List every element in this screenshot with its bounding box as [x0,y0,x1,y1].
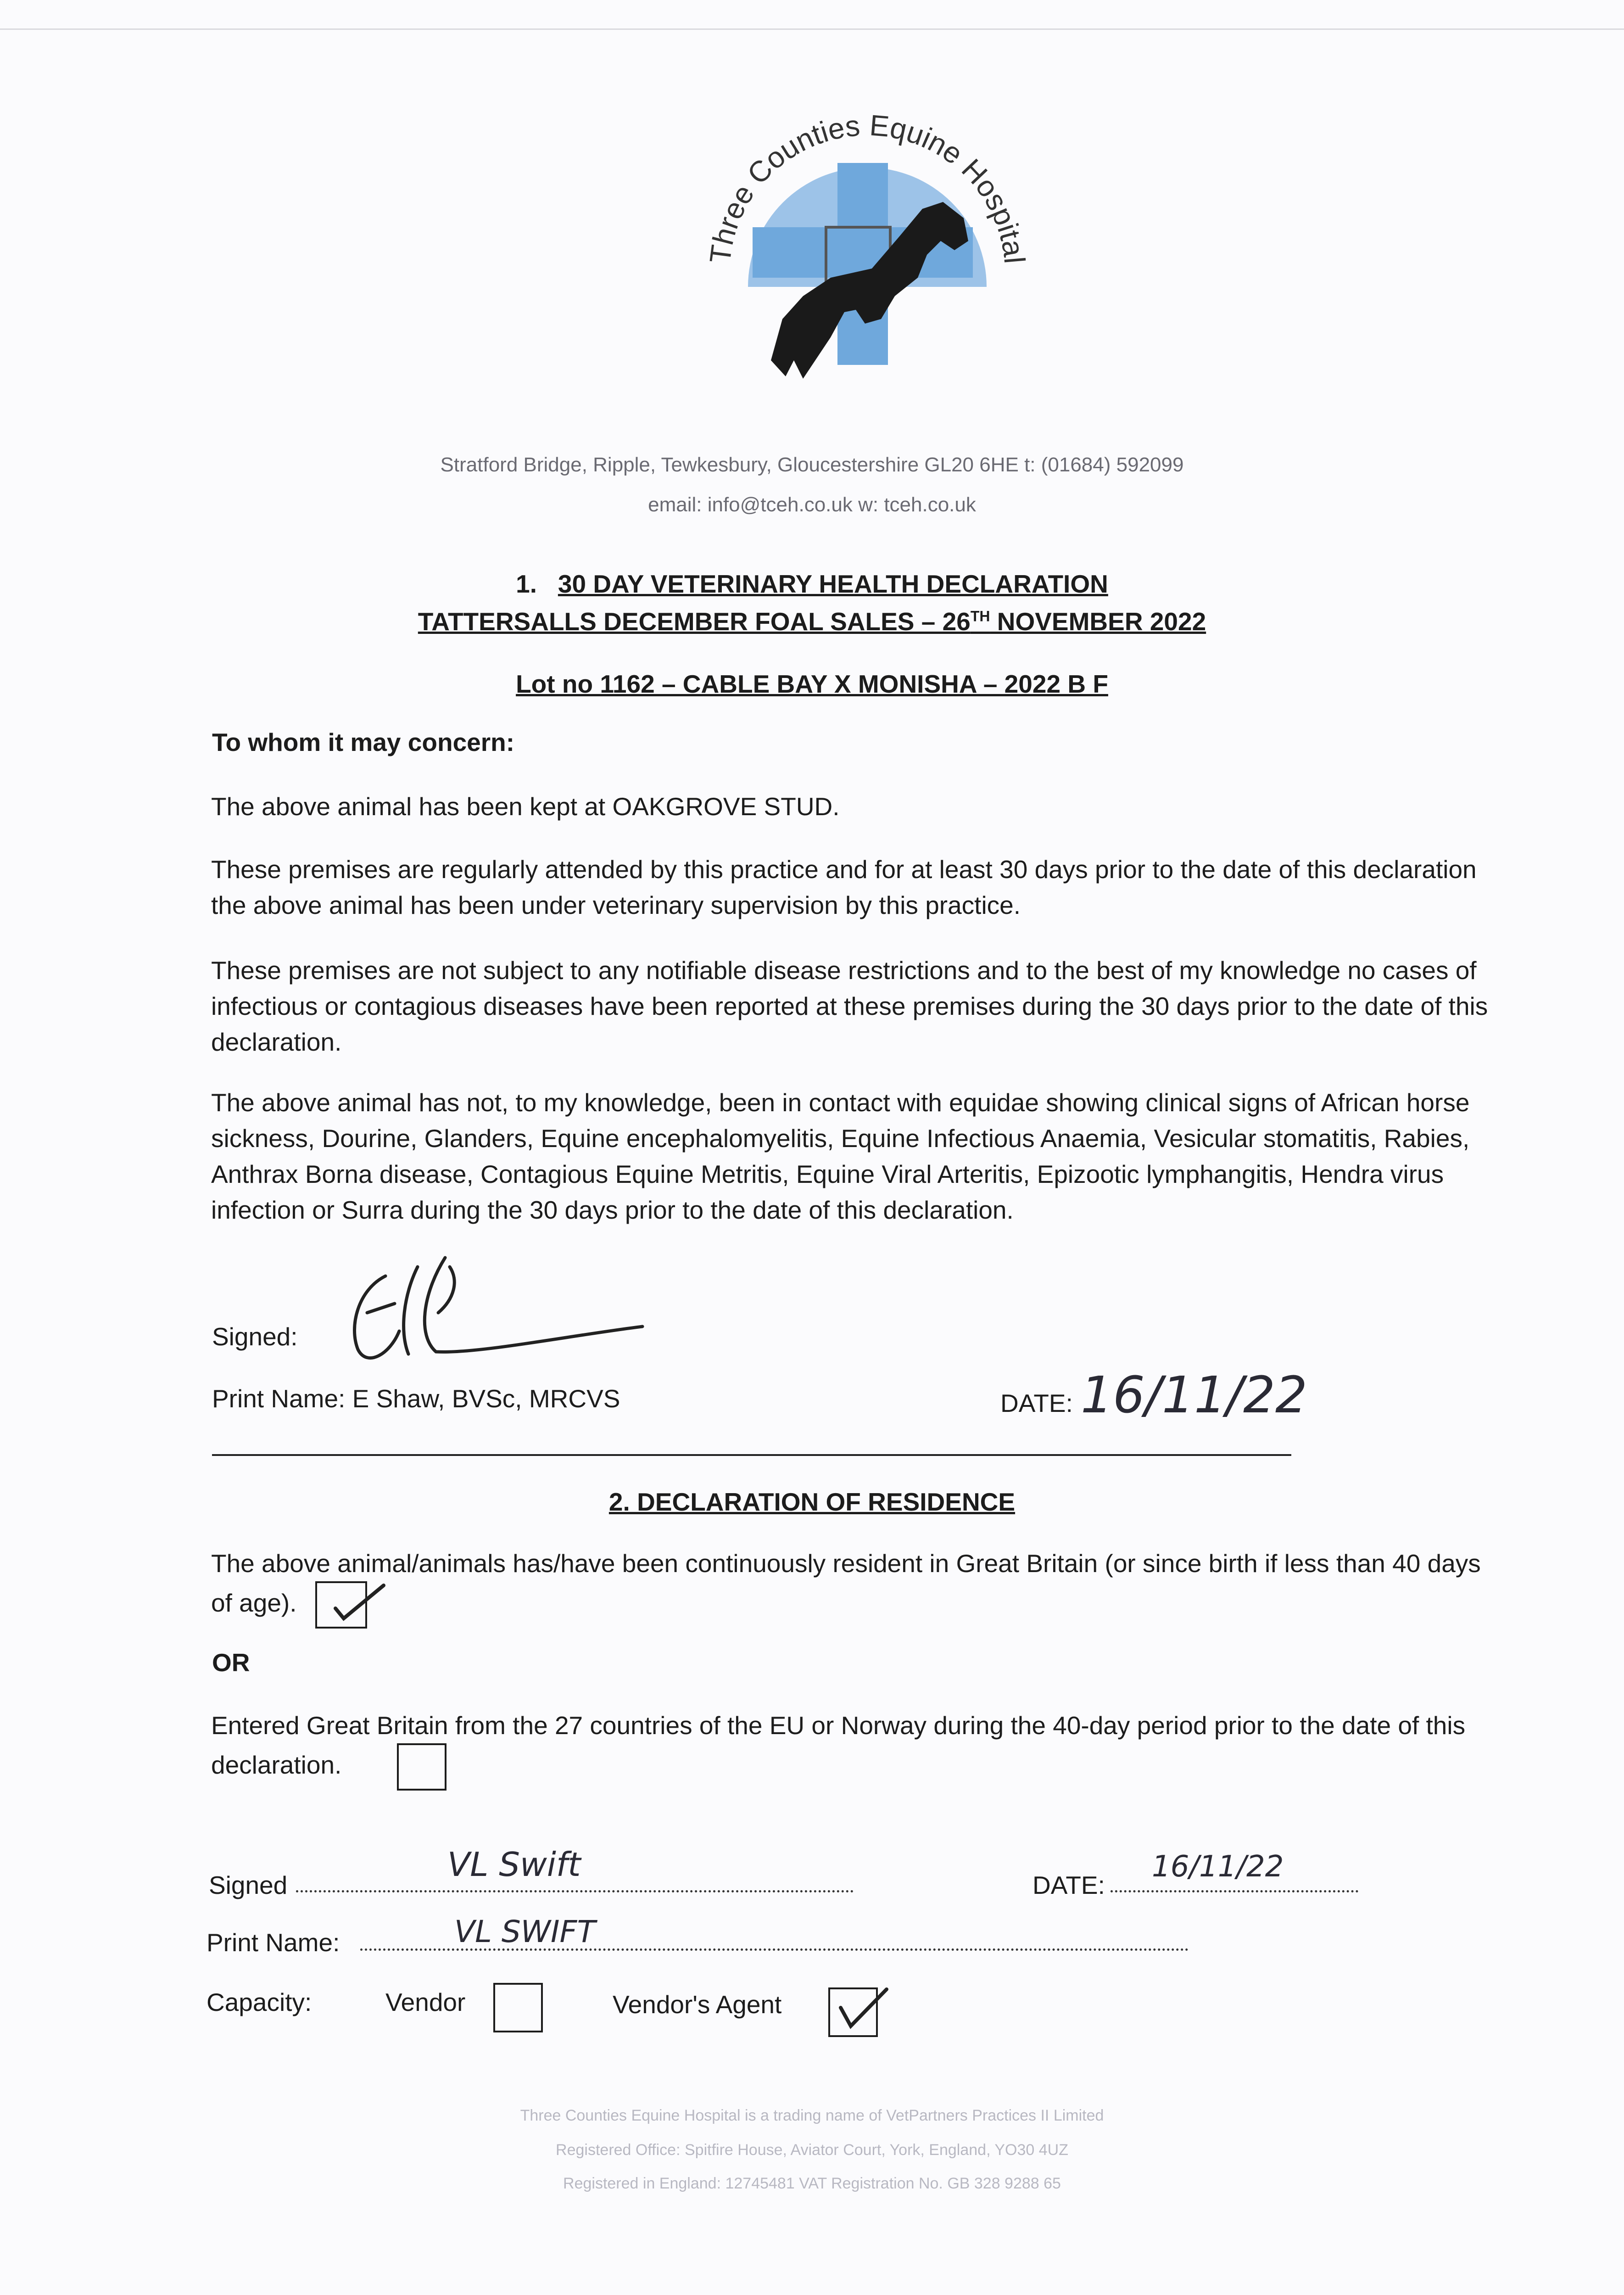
date-label-1: DATE: [1000,1389,1073,1417]
agent-checkbox[interactable] [828,1987,878,2037]
vendor-print-name: VL SWIFT [454,1914,596,1949]
checkmark-icon [832,1982,892,2033]
section1-title-row [0,569,1624,599]
vet-signature [340,1248,652,1368]
vendor-signature: VL Swift [447,1845,581,1884]
footer-line-3: Registered in England: 12745481 VAT Registration No. GB 328 9288 65 [563,2175,1061,2192]
section1-number: 1. [516,570,537,598]
lot-line: Lot no 1162 – CABLE BAY X MONISHA – 2022 B F [516,670,1108,698]
vendor-label: Vendor [385,1988,466,2016]
resident-checkbox[interactable] [315,1581,367,1629]
para-attended: These premises are regularly attended by this practice and for at least 30 days prior to the date of this declaration the above animal has been under veterinary supervision by this practice. [211,855,1477,919]
address-line-2: email: info@tceh.co.uk w: tceh.co.uk [648,493,976,516]
scan-edge-line [0,28,1624,30]
footer-line-2: Registered Office: Spitfire House, Aviator Court, York, England, YO30 4UZ [556,2141,1068,2159]
section1-subtitle: TATTERSALLS DECEMBER FOAL SALES – 26TH NOVEMBER 2022 [418,607,1206,636]
checkmark-icon [322,1576,391,1627]
entered-checkbox[interactable] [397,1743,446,1791]
para-entered: Entered Great Britain from the 27 countries of the EU or Norway during the 40-day period prior to the date of this declaration. [211,1707,1496,1791]
section2-title: 2. DECLARATION OF RESIDENCE [608,1488,1016,1516]
capacity-label: Capacity: [206,1988,312,2016]
print-name-label: Print Name: [206,1928,340,1957]
date-dotted-line [1111,1890,1358,1892]
date-label-2: DATE: [1032,1871,1105,1899]
logo-arc-text: Three Counties Equine Hospital [703,108,1032,265]
vendor-date: 16/11/22 [1152,1850,1284,1884]
section1-title: 30 DAY VETERINARY HEALTH DECLARATION [558,570,1108,598]
vendor-checkbox[interactable] [493,1983,543,2032]
signed-label-2: Signed [209,1871,288,1899]
salutation: To whom it may concern: [212,728,515,756]
or-label: OR [212,1648,250,1677]
para-resident: The above animal/animals has/have been continuously resident in Great Britain (or since birth if less than 40 days of age). [211,1545,1496,1629]
vet-print-name: Print Name: E Shaw, BVSc, MRCVS [212,1384,620,1413]
address-line-1: Stratford Bridge, Ripple, Tewkesbury, Gloucestershire GL20 6HE t: (01684) 592099 [440,453,1184,476]
para-restrictions: These premises are not subject to any notifiable disease restrictions and to the best of my knowledge no cases of infectious or contagious diseases have been reported at these premises during the 30 days prior to the date of this declaration. [211,956,1488,1056]
para-kept-at: The above animal has been kept at OAKGROVE STUD. [211,792,840,821]
agent-label: Vendor's Agent [613,1990,782,2019]
signed-dotted-line [296,1890,854,1892]
hospital-logo [679,103,1055,425]
section-divider [212,1454,1291,1456]
footer-line-1: Three Counties Equine Hospital is a trading name of VetPartners Practices II Limited [520,2107,1104,2124]
para-contact: The above animal has not, to my knowledge, been in contact with equidae showing clinical signs of African horse sickness, Dourine, Glanders, Equine encephalomyelitis, Equine Infectious Anaemia, Vesicular stomatitis, Rabies, Anthrax Borna disease, Contagious Equine Metritis, Equine Viral Arteritis, Epizootic lymphangitis, Hendra virus infection or Surra during the 30 days prior to the date of this declaration. [211,1088,1470,1224]
signed-label-1: Signed: [212,1322,298,1351]
vet-date: 16/11/22 [1081,1366,1308,1424]
